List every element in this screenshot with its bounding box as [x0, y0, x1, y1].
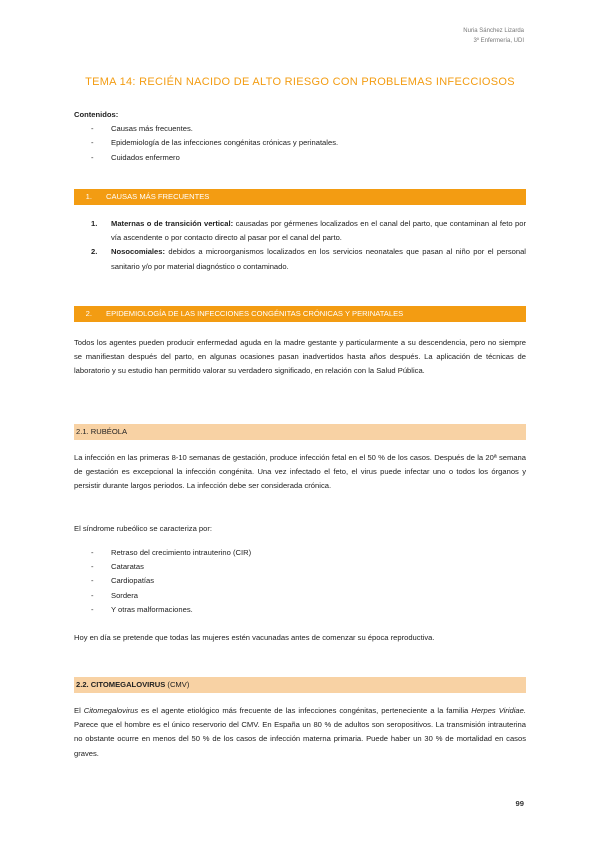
contents-block: [74, 108, 526, 165]
section-1-header: 1. CAUSAS MÁS FRECUENTES: [74, 189, 526, 205]
section-1-body: [74, 217, 526, 274]
section-2-paragraph: Todos los agentes pueden producir enfermedad aguda en la madre gestante y particularmente a su descendencia, pero no siempre se manifiestan después del parto, en algunas ocasiones pasan inadvertidos hasta años después. La aplicación de técnicas de laboratorio y su estudio han permitido valorar su verdadero significado, en relación con la Salud Pública.: [74, 338, 526, 376]
list-item: 1. Maternas o de transición vertical: causadas por gérmenes localizados en el canal del parto, que contaminan al feto por vía ascendente o por contacto directo al pasar por el canal del parto.: [91, 219, 526, 243]
symptoms-list: [91, 546, 526, 617]
section-2-header: 2. EPIDEMIOLOGÍA DE LAS INFECCIONES CONGÉNITAS CRÓNICAS Y PERINATALES: [74, 306, 526, 322]
section-2-1-closing: Hoy en día se pretende que todas las mujeres estén vacunadas antes de comenzar su época reproductiva.: [74, 633, 435, 642]
header-author: Nuria Sánchez Lizarda: [463, 28, 524, 34]
section-2-2-paragraph: El Citomegalovirus es el agente etiológico más frecuente de las infecciones congénitas, perteneciente a la familia Herpes Viridiae. Parece que el hombre es el único reservorio del CMV. En España un 80 % de adultos son seropositivos. La transmisión intrauterina no obstante ocurre en menos del 50 % de los casos de infección materna primaria. Puede haber un 30 % de mortalidad en casos graves.: [74, 706, 526, 758]
page-header: [463, 26, 524, 46]
page-number: 99: [515, 799, 524, 808]
header-course: 3º Enfermería, UDI: [473, 38, 524, 44]
list-item: - Retraso del crecimiento intrauterino (CIR): [91, 548, 252, 557]
section-2-1-paragraph: La infección en las primeras 8-10 semanas de gestación, produce infección fetal en el 50 % de los casos. Después de la 20ª semana de gestación es excepcional la infección congénita. Una vez infectado el feto, el virus puede infectar uno o todos los órganos y persistir durante largos periodos. La infección debe ser considerada crónica.: [74, 453, 526, 491]
causes-list: [91, 217, 526, 274]
document-title: TEMA 14: RECIÉN NACIDO DE ALTO RIESGO CON PROBLEMAS INFECCIOSOS: [85, 76, 515, 88]
list-item: - Causas más frecuentes.: [91, 124, 193, 134]
section-2-1-header: 2.1. RUBÉOLA: [74, 424, 526, 440]
list-item: - Sordera: [91, 590, 139, 600]
list-item: - Y otras malformaciones.: [91, 604, 193, 614]
section-2-2-header: 2.2. CITOMEGALOVIRUS (CMV): [74, 677, 526, 693]
list-item: - Epidemiología de las infecciones congénitas crónicas y perinatales.: [91, 138, 339, 148]
rubella-symptoms: [74, 546, 526, 617]
contents-list: [91, 122, 526, 165]
contents-heading: Contenidos:: [74, 110, 119, 119]
list-item: - Cardiopatías: [91, 576, 155, 586]
list-item: 2. Nosocomiales: debidos a microorganismos localizados en los servicios neonatales que pasan al niño por el personal sanitario y/o por material diagnóstico o contaminado.: [91, 247, 526, 271]
list-item: - Cuidados enfermero: [91, 152, 180, 162]
section-2-1-list-intro: El síndrome rubeólico se caracteriza por:: [74, 524, 213, 533]
list-item: - Cataratas: [91, 562, 144, 572]
